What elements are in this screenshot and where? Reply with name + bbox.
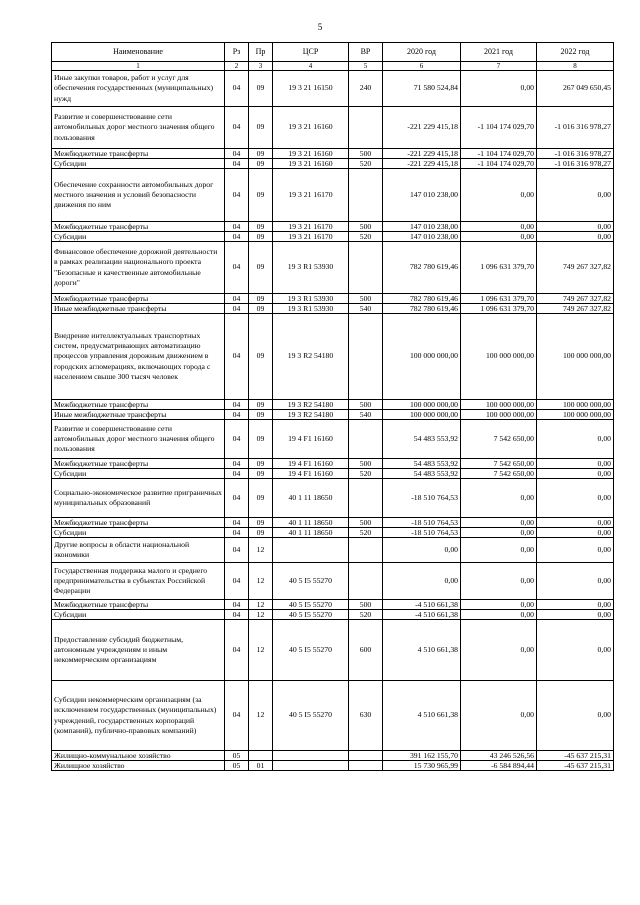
table-row	[52, 469, 614, 479]
cell-vr: 500	[349, 149, 383, 159]
column-number: 5	[349, 62, 383, 71]
cell-csr: 19 3 R1 53930	[273, 294, 349, 304]
cell-name: Межбюджетные трансферты	[52, 400, 225, 410]
table-row	[52, 538, 614, 563]
column-number: 8	[537, 62, 614, 71]
cell-2022: 749 267 327,82	[537, 294, 614, 304]
table-row	[52, 169, 614, 222]
table-row	[52, 681, 614, 751]
cell-csr	[273, 761, 349, 771]
cell-2020: 54 483 553,92	[383, 459, 461, 469]
cell-name: Субсидии	[52, 469, 225, 479]
cell-vr	[349, 314, 383, 400]
table-row	[52, 751, 614, 761]
cell-pr	[249, 751, 273, 761]
cell-pr: 09	[249, 149, 273, 159]
cell-csr: 40 5 I5 55270	[273, 600, 349, 610]
cell-name: Субсидии	[52, 528, 225, 538]
cell-rz: 04	[225, 149, 249, 159]
cell-2021: 0,00	[461, 479, 537, 518]
cell-rz: 04	[225, 620, 249, 681]
table-row	[52, 410, 614, 420]
header-row	[52, 43, 614, 62]
cell-name: Государственная поддержка малого и среднего предпринимательства в субъектах Российской Федерации	[52, 563, 225, 600]
cell-vr: 520	[349, 469, 383, 479]
budget-table	[51, 42, 614, 771]
cell-rz: 04	[225, 107, 249, 149]
cell-name: Межбюджетные трансферты	[52, 600, 225, 610]
cell-rz: 04	[225, 400, 249, 410]
cell-2021: -6 584 894,44	[461, 761, 537, 771]
cell-rz: 04	[225, 222, 249, 232]
cell-name: Жилищно-коммунальное хозяйство	[52, 751, 225, 761]
cell-2022: 749 267 327,82	[537, 304, 614, 314]
cell-rz: 04	[225, 563, 249, 600]
cell-vr: 540	[349, 410, 383, 420]
cell-vr: 630	[349, 681, 383, 751]
header-2020: 2020 год	[383, 43, 461, 62]
column-number: 6	[383, 62, 461, 71]
cell-csr: 19 3 R2 54180	[273, 314, 349, 400]
cell-2022: -45 637 215,31	[537, 751, 614, 761]
cell-2021: 43 246 526,56	[461, 751, 537, 761]
cell-rz: 04	[225, 610, 249, 620]
header-name: Наименование	[52, 43, 225, 62]
table-row	[52, 242, 614, 294]
table-row	[52, 232, 614, 242]
cell-vr: 520	[349, 610, 383, 620]
cell-vr: 520	[349, 159, 383, 169]
cell-name: Предоставление субсидий бюджетным, автономным учреждениям и иным некоммерческим организациям	[52, 620, 225, 681]
cell-2022: 0,00	[537, 420, 614, 459]
cell-2022: 0,00	[537, 518, 614, 528]
header-2021: 2021 год	[461, 43, 537, 62]
cell-csr: 19 3 21 16160	[273, 149, 349, 159]
cell-vr: 520	[349, 528, 383, 538]
cell-2021: -1 104 174 029,70	[461, 149, 537, 159]
cell-csr: 40 5 I5 55270	[273, 563, 349, 600]
cell-pr: 12	[249, 620, 273, 681]
cell-2020: -18 510 764,53	[383, 479, 461, 518]
cell-2020: -4 510 661,38	[383, 600, 461, 610]
cell-name: Субсидии	[52, 159, 225, 169]
cell-2020: -4 510 661,38	[383, 610, 461, 620]
cell-2021: -1 104 174 029,70	[461, 159, 537, 169]
cell-vr: 500	[349, 222, 383, 232]
cell-rz: 04	[225, 410, 249, 420]
cell-pr: 09	[249, 518, 273, 528]
cell-pr: 09	[249, 528, 273, 538]
cell-name: Развитие и совершенствование сети автомобильных дорог местного значения общего пользования	[52, 107, 225, 149]
cell-2022: 0,00	[537, 538, 614, 563]
cell-vr	[349, 563, 383, 600]
table-row	[52, 563, 614, 600]
cell-vr: 500	[349, 294, 383, 304]
cell-name: Межбюджетные трансферты	[52, 149, 225, 159]
cell-pr: 09	[249, 420, 273, 459]
table-row	[52, 528, 614, 538]
cell-vr: 500	[349, 600, 383, 610]
cell-pr: 09	[249, 242, 273, 294]
cell-name: Другие вопросы в области национальной экономики	[52, 538, 225, 563]
cell-vr: 500	[349, 459, 383, 469]
cell-2022: 100 000 000,00	[537, 400, 614, 410]
cell-2020: 147 010 238,00	[383, 222, 461, 232]
cell-csr: 19 3 R2 54180	[273, 410, 349, 420]
cell-rz: 05	[225, 751, 249, 761]
cell-2021: 1 096 631 379,70	[461, 294, 537, 304]
cell-csr: 19 3 R2 54180	[273, 400, 349, 410]
cell-vr	[349, 242, 383, 294]
table-row	[52, 620, 614, 681]
cell-vr	[349, 538, 383, 563]
cell-2020: 54 483 553,92	[383, 469, 461, 479]
cell-2020: 782 780 619,46	[383, 294, 461, 304]
table-row	[52, 71, 614, 107]
cell-csr: 19 3 21 16170	[273, 232, 349, 242]
header-2022: 2022 год	[537, 43, 614, 62]
column-number: 1	[52, 62, 225, 71]
cell-2020: -221 229 415,18	[383, 149, 461, 159]
cell-2022: 100 000 000,00	[537, 314, 614, 400]
cell-pr: 09	[249, 400, 273, 410]
table-row	[52, 459, 614, 469]
cell-2021: 0,00	[461, 600, 537, 610]
cell-2022: 0,00	[537, 620, 614, 681]
cell-csr: 40 1 11 18650	[273, 479, 349, 518]
cell-rz: 04	[225, 159, 249, 169]
cell-2021: 0,00	[461, 681, 537, 751]
cell-2022: 0,00	[537, 528, 614, 538]
header-csr: ЦСР	[273, 43, 349, 62]
cell-rz: 05	[225, 761, 249, 771]
cell-2021: -1 104 174 029,70	[461, 107, 537, 149]
cell-2021: 7 542 650,00	[461, 420, 537, 459]
cell-name: Иные межбюджетные трансферты	[52, 304, 225, 314]
cell-csr: 40 1 11 18650	[273, 528, 349, 538]
cell-csr: 19 3 R1 53930	[273, 304, 349, 314]
cell-2022: 0,00	[537, 600, 614, 610]
table-row	[52, 610, 614, 620]
cell-2021: 100 000 000,00	[461, 410, 537, 420]
cell-rz: 04	[225, 479, 249, 518]
cell-csr: 40 5 I5 55270	[273, 681, 349, 751]
cell-name: Субсидии некоммерческим организациям (за исключением государственных (муниципальных) учреждений, государственных корпораций (компаний), публично-правовых компаний)	[52, 681, 225, 751]
cell-2020: 4 510 661,38	[383, 681, 461, 751]
table-row	[52, 222, 614, 232]
cell-pr: 09	[249, 294, 273, 304]
cell-2022: 0,00	[537, 222, 614, 232]
table-row	[52, 600, 614, 610]
cell-2022: -1 016 316 978,27	[537, 159, 614, 169]
cell-name: Межбюджетные трансферты	[52, 459, 225, 469]
cell-2022: -1 016 316 978,27	[537, 149, 614, 159]
cell-csr: 19 4 F1 16160	[273, 459, 349, 469]
table-row	[52, 518, 614, 528]
cell-name: Межбюджетные трансферты	[52, 222, 225, 232]
table-row	[52, 479, 614, 518]
header-vr: ВР	[349, 43, 383, 62]
cell-2022: -45 637 215,31	[537, 761, 614, 771]
cell-2021: 0,00	[461, 222, 537, 232]
cell-pr: 09	[249, 459, 273, 469]
cell-2022: 267 049 650,45	[537, 71, 614, 107]
cell-pr: 09	[249, 159, 273, 169]
cell-2022: 0,00	[537, 169, 614, 222]
cell-rz: 04	[225, 518, 249, 528]
cell-2022: 749 267 327,82	[537, 242, 614, 294]
cell-vr	[349, 107, 383, 149]
cell-2021: 0,00	[461, 620, 537, 681]
cell-2021: 0,00	[461, 538, 537, 563]
cell-pr: 09	[249, 314, 273, 400]
cell-2020: 54 483 553,92	[383, 420, 461, 459]
cell-2022: 0,00	[537, 610, 614, 620]
cell-csr: 19 3 R1 53930	[273, 242, 349, 294]
cell-vr: 540	[349, 304, 383, 314]
cell-vr	[349, 169, 383, 222]
cell-name: Межбюджетные трансферты	[52, 294, 225, 304]
column-number-row	[52, 62, 614, 71]
cell-csr: 19 3 21 16170	[273, 222, 349, 232]
cell-rz: 04	[225, 600, 249, 610]
cell-vr: 600	[349, 620, 383, 681]
cell-vr: 500	[349, 400, 383, 410]
cell-name: Субсидии	[52, 232, 225, 242]
cell-vr: 500	[349, 518, 383, 528]
cell-2022: 0,00	[537, 232, 614, 242]
cell-2021: 1 096 631 379,70	[461, 304, 537, 314]
column-number: 2	[225, 62, 249, 71]
cell-2022: 100 000 000,00	[537, 410, 614, 420]
cell-2020: 4 510 661,38	[383, 620, 461, 681]
table-body	[52, 71, 614, 771]
cell-2021: 0,00	[461, 169, 537, 222]
cell-2021: 100 000 000,00	[461, 400, 537, 410]
header-rz: Рз	[225, 43, 249, 62]
cell-2022: 0,00	[537, 681, 614, 751]
cell-name: Внедрение интеллектуальных транспортных систем, предусматривающих автоматизацию процессов управления дорожным движением в городских агломерациях, включающих города с населением свыше 300 тысяч человек	[52, 314, 225, 400]
table-row	[52, 159, 614, 169]
cell-name: Межбюджетные трансферты	[52, 518, 225, 528]
cell-rz: 04	[225, 294, 249, 304]
cell-csr: 19 4 F1 16160	[273, 469, 349, 479]
cell-2022: 0,00	[537, 459, 614, 469]
cell-name: Финансовое обеспечение дорожной деятельности в рамках реализации национального проекта "Безопасные и качественные автомобильные дороги"	[52, 242, 225, 294]
cell-pr: 12	[249, 610, 273, 620]
cell-rz: 04	[225, 304, 249, 314]
cell-2020: 100 000 000,00	[383, 410, 461, 420]
cell-2020: 15 730 965,99	[383, 761, 461, 771]
cell-rz: 04	[225, 469, 249, 479]
cell-pr: 09	[249, 479, 273, 518]
cell-rz: 04	[225, 71, 249, 107]
cell-pr: 09	[249, 304, 273, 314]
cell-rz: 04	[225, 538, 249, 563]
cell-name: Обеспечение сохранности автомобильных дорог местного значения и условий безопасности движения по ним	[52, 169, 225, 222]
cell-2022: -1 016 316 978,27	[537, 107, 614, 149]
cell-2020: 71 580 524,84	[383, 71, 461, 107]
cell-rz: 04	[225, 314, 249, 400]
cell-vr	[349, 479, 383, 518]
cell-2020: 0,00	[383, 538, 461, 563]
cell-csr: 40 5 I5 55270	[273, 610, 349, 620]
cell-pr: 09	[249, 222, 273, 232]
cell-csr	[273, 538, 349, 563]
column-number: 4	[273, 62, 349, 71]
cell-rz: 04	[225, 528, 249, 538]
cell-2020: 147 010 238,00	[383, 169, 461, 222]
cell-csr: 19 3 21 16150	[273, 71, 349, 107]
cell-2020: 391 162 155,70	[383, 751, 461, 761]
cell-name: Иные межбюджетные трансферты	[52, 410, 225, 420]
cell-2022: 0,00	[537, 479, 614, 518]
cell-rz: 04	[225, 681, 249, 751]
table-row	[52, 314, 614, 400]
table-row	[52, 107, 614, 149]
cell-2020: -221 229 415,18	[383, 107, 461, 149]
cell-pr: 09	[249, 71, 273, 107]
cell-2021: 100 000 000,00	[461, 314, 537, 400]
cell-csr	[273, 751, 349, 761]
cell-2022: 0,00	[537, 469, 614, 479]
cell-2020: -221 229 415,18	[383, 159, 461, 169]
cell-csr: 19 3 21 16170	[273, 169, 349, 222]
cell-2020: 782 780 619,46	[383, 242, 461, 294]
cell-pr: 09	[249, 410, 273, 420]
cell-rz: 04	[225, 459, 249, 469]
cell-2022: 0,00	[537, 563, 614, 600]
cell-pr: 09	[249, 469, 273, 479]
cell-name: Социально-экономическое развитие приграничных муниципальных образований	[52, 479, 225, 518]
table-row	[52, 149, 614, 159]
cell-2020: 0,00	[383, 563, 461, 600]
cell-2020: -18 510 764,53	[383, 528, 461, 538]
cell-name: Субсидии	[52, 610, 225, 620]
cell-2021: 7 542 650,00	[461, 469, 537, 479]
cell-2020: 100 000 000,00	[383, 400, 461, 410]
cell-csr: 19 3 21 16160	[273, 159, 349, 169]
table-row	[52, 761, 614, 771]
cell-csr: 40 1 11 18650	[273, 518, 349, 528]
cell-vr: 240	[349, 71, 383, 107]
cell-2020: 100 000 000,00	[383, 314, 461, 400]
cell-name: Развитие и совершенствование сети автомобильных дорог местного значения общего пользования	[52, 420, 225, 459]
cell-2021: 0,00	[461, 232, 537, 242]
table-row	[52, 400, 614, 410]
cell-csr: 19 3 21 16160	[273, 107, 349, 149]
cell-rz: 04	[225, 169, 249, 222]
cell-pr: 12	[249, 681, 273, 751]
cell-vr	[349, 420, 383, 459]
cell-pr: 09	[249, 107, 273, 149]
cell-2021: 0,00	[461, 528, 537, 538]
cell-name: Иные закупки товаров, работ и услуг для обеспечения государственных (муниципальных) нужд	[52, 71, 225, 107]
cell-vr: 520	[349, 232, 383, 242]
cell-pr: 01	[249, 761, 273, 771]
cell-pr: 09	[249, 232, 273, 242]
cell-csr: 19 4 F1 16160	[273, 420, 349, 459]
cell-rz: 04	[225, 242, 249, 294]
column-number: 3	[249, 62, 273, 71]
cell-rz: 04	[225, 420, 249, 459]
cell-2021: 7 542 650,00	[461, 459, 537, 469]
cell-pr: 12	[249, 600, 273, 610]
cell-rz: 04	[225, 232, 249, 242]
cell-2021: 0,00	[461, 610, 537, 620]
table-row	[52, 304, 614, 314]
cell-2020: 147 010 238,00	[383, 232, 461, 242]
table-row	[52, 294, 614, 304]
cell-2020: 782 780 619,46	[383, 304, 461, 314]
cell-pr: 09	[249, 169, 273, 222]
cell-name: Жилищное хозяйство	[52, 761, 225, 771]
cell-pr: 12	[249, 563, 273, 600]
cell-vr	[349, 751, 383, 761]
table-row	[52, 420, 614, 459]
cell-pr: 12	[249, 538, 273, 563]
cell-2021: 0,00	[461, 71, 537, 107]
column-number: 7	[461, 62, 537, 71]
page-number: 5	[317, 22, 323, 32]
cell-2021: 0,00	[461, 518, 537, 528]
cell-vr	[349, 761, 383, 771]
cell-2020: -18 510 764,53	[383, 518, 461, 528]
header-pr: Пр	[249, 43, 273, 62]
cell-2021: 0,00	[461, 563, 537, 600]
cell-csr: 40 5 I5 55270	[273, 620, 349, 681]
cell-2021: 1 096 631 379,70	[461, 242, 537, 294]
